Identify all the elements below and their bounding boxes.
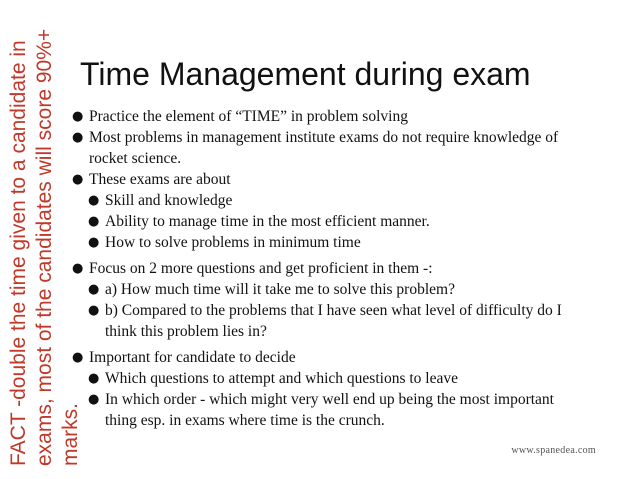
sub-bullet-item — [70, 368, 615, 389]
bullet-icon: ● — [88, 303, 100, 318]
side-note-line-3: marks. — [59, 403, 82, 466]
side-note-line-1: FACT -double the time given to a candidate in — [7, 40, 30, 466]
bullet-text: Focus on 2 more questions and get proficient in them -: — [89, 260, 433, 277]
bullet-list — [70, 106, 615, 431]
bullet-text: In which order - which might very well end up being the most important — [105, 391, 554, 408]
bullet-text: How to solve problems in minimum time — [105, 234, 361, 251]
bullet-icon: ● — [88, 392, 100, 407]
bullet-text: Most problems in management institute exams do not require knowledge of — [89, 129, 559, 146]
side-note-line-2: exams, most of the candidates will score 90%+ — [33, 28, 56, 466]
bullet-item — [70, 106, 615, 127]
sub-bullet-item — [70, 232, 615, 253]
bullet-icon: ● — [88, 235, 100, 250]
bullet-text-continued: rocket science. — [89, 150, 182, 167]
bullet-icon: ● — [72, 130, 84, 145]
sub-bullet-item — [70, 300, 615, 342]
bullet-text: Important for candidate to decide — [89, 349, 296, 366]
bullet-text-continued: thing esp. in exams where time is the crunch. — [105, 412, 385, 429]
bullet-icon: ● — [72, 109, 84, 124]
bullet-text: Which questions to attempt and which questions to leave — [105, 370, 458, 387]
bullet-text: These exams are about — [89, 171, 231, 188]
sub-bullet-item — [70, 389, 615, 431]
bullet-icon: ● — [88, 214, 100, 229]
bullet-icon: ● — [88, 282, 100, 297]
sub-bullet-item — [70, 211, 615, 232]
bullet-icon: ● — [72, 172, 84, 187]
bullet-icon: ● — [88, 193, 100, 208]
bullet-item — [70, 258, 615, 279]
bullet-text: b) Compared to the problems that I have seen what level of difficulty do I — [105, 302, 562, 319]
bullet-text: a) How much time will it take me to solve this problem? — [105, 281, 455, 298]
bullet-text: Practice the element of “TIME” in problem solving — [89, 108, 408, 125]
bullet-item — [70, 347, 615, 368]
slide-title: Time Management during exam — [80, 56, 531, 92]
bullet-icon: ● — [72, 261, 84, 276]
bullet-text: Skill and knowledge — [105, 192, 233, 209]
bullet-icon: ● — [72, 350, 84, 365]
bullet-icon: ● — [88, 371, 100, 386]
sub-bullet-item — [70, 190, 615, 211]
bullet-text: Ability to manage time in the most efficient manner. — [105, 213, 430, 230]
bullet-item — [70, 169, 615, 190]
sub-bullet-item — [70, 279, 615, 300]
bullet-text-continued: think this problem lies in? — [105, 323, 267, 340]
footer-url: www.spanedea.com — [511, 445, 596, 456]
bullet-item — [70, 127, 615, 169]
